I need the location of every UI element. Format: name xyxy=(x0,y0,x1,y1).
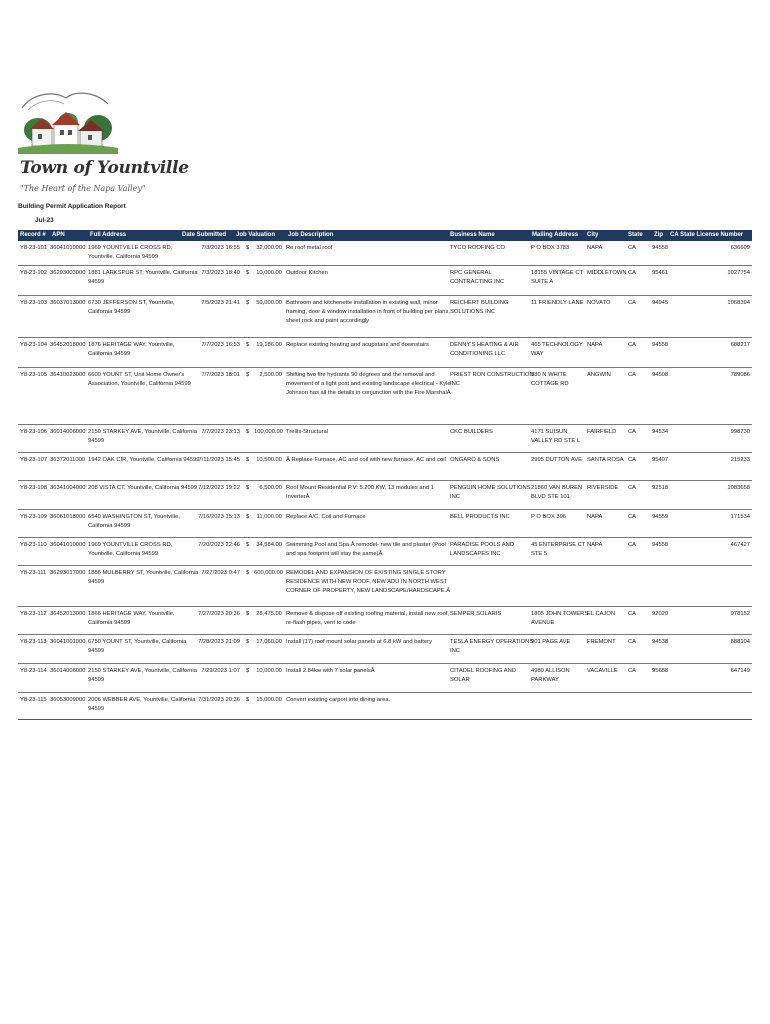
city: EL CAJON xyxy=(587,611,616,617)
permit-table xyxy=(18,241,752,720)
city: NOVATO xyxy=(587,300,611,306)
full-address: 208 VISTA CT, Yountville, California 94599 xyxy=(88,485,198,491)
job-valuation: 6,500.00 xyxy=(259,485,282,491)
full-address: 1942 OAK CIR, Yountville, California 94599 xyxy=(88,457,200,463)
apn: 36014006000 xyxy=(50,429,86,435)
apn: 36041010000 xyxy=(50,245,86,251)
currency-symbol: $ xyxy=(246,697,250,703)
job-valuation: 10,000.00 xyxy=(256,668,282,674)
state: CA xyxy=(628,514,637,520)
job-valuation: 32,000.00 xyxy=(256,245,282,251)
business-name: RPC GENERAL CONTRACTING INC xyxy=(450,270,505,286)
column-header-apn: APN xyxy=(52,231,65,238)
full-address: 2150 STARKEY AVE, Yountville, California 94599 xyxy=(88,668,197,684)
currency-symbol: $ xyxy=(246,457,250,463)
table-row xyxy=(18,607,752,635)
table-row xyxy=(18,693,752,720)
table-row xyxy=(18,664,752,693)
record-number: Y8-23-110 xyxy=(20,542,47,548)
column-header-valuation: Job Valuation xyxy=(236,231,276,238)
date-submitted: 7/27/2023 0:47 xyxy=(201,570,240,576)
table-row xyxy=(18,266,752,296)
apn: 36293017000 xyxy=(50,570,86,576)
full-address: 6750 YOUNT ST, Yountville, California 94599 xyxy=(88,639,187,655)
date-submitted: 7/20/2023 22:46 xyxy=(198,542,240,548)
job-description: Bathroom and kitchenette installation in existing wall, minor framing, door & window installation in front of building per plans, sheet rock and paint accordingly xyxy=(286,300,451,325)
record-number: Y8-23-102 xyxy=(20,270,48,276)
record-number: Y8-23-111 xyxy=(20,570,47,576)
apn: 36061018000 xyxy=(50,514,86,520)
apn: 36041001000 xyxy=(50,639,86,645)
state: CA xyxy=(628,429,637,435)
record-number: Y8-23-114 xyxy=(20,668,47,674)
date-submitted: 7/7/2023 23:13 xyxy=(201,429,240,435)
currency-symbol: $ xyxy=(246,245,250,251)
state: CA xyxy=(628,668,637,674)
job-description: Shifting two fire hydrants 90 degrees and the removal and movement of a light post and existing landscape electrical - Kyle Johnson has all the details in conjunction with the Fire MarshalÂ xyxy=(286,372,451,397)
license-number: 171534 xyxy=(730,514,750,520)
date-submitted: 7/27/2023 20:36 xyxy=(198,611,240,617)
state: CA xyxy=(628,245,637,251)
business-name: SEMPER SOLARIS xyxy=(450,611,502,617)
apn: 36053009000 xyxy=(50,697,86,703)
city: VACAVILLE xyxy=(587,668,618,674)
date-submitted: 7/29/2023 1:07 xyxy=(201,668,240,674)
state: CA xyxy=(628,485,637,491)
job-valuation: 34,584.00 xyxy=(256,542,282,548)
job-valuation: 50,000.00 xyxy=(256,300,282,306)
job-valuation: 100,000.00 xyxy=(254,429,284,435)
mailing-address: 4980 ALLISON PARKWAY xyxy=(531,668,570,684)
job-description: Install (17) roof mount solar panels at 6.8 kW and battery xyxy=(286,639,432,645)
date-submitted: 7/3/2023 18:40 xyxy=(201,270,240,276)
column-header-mailing: Mailing Address xyxy=(532,231,579,238)
apn: 36041010000 xyxy=(50,542,86,548)
job-description: Trellis-Structural xyxy=(286,429,328,435)
column-header-business: Business Name xyxy=(450,231,495,238)
city: SANTA ROSA xyxy=(587,457,624,463)
date-submitted: 7/11/2023 15:45 xyxy=(198,457,240,463)
license-number: 888104 xyxy=(730,639,750,645)
table-row xyxy=(18,338,752,368)
job-valuation: 17,060.00 xyxy=(256,639,282,645)
zip: 95407 xyxy=(652,457,669,463)
city: FAIRFIELD xyxy=(587,429,617,435)
mailing-address: 2995 DUTTON AVE xyxy=(531,457,583,463)
state: CA xyxy=(628,611,637,617)
full-address: 1969 YOUNTVILLE CROSS RD, Yountville, California 94599 xyxy=(88,245,173,261)
apn: 36410023000 xyxy=(50,372,86,378)
license-number: 1027754 xyxy=(727,270,750,276)
full-address: 2006 WEBBER AVE, Yountville, California 94599 xyxy=(88,697,196,713)
currency-symbol: $ xyxy=(246,639,250,645)
business-name: CITADEL ROOFING AND SOLAR xyxy=(450,668,517,684)
date-submitted: 7/5/2023 21:41 xyxy=(201,300,240,306)
city: RIVERSIDE xyxy=(587,485,619,491)
table-row xyxy=(18,453,752,481)
license-number: 1068394 xyxy=(727,300,750,306)
job-valuation: 15,000.00 xyxy=(256,697,282,703)
column-header-state: State xyxy=(628,231,643,238)
job-description: Replace existing heating and acupstairs and downstairs xyxy=(286,342,430,348)
job-description: Replace A/C, Coil and Furnace xyxy=(286,514,366,520)
record-number: Y8-23-107 xyxy=(20,457,48,463)
license-number: 215233 xyxy=(730,457,750,463)
job-description: Remove & dispose off existing roofing material, install new roof, re-flash pipes, vent to code xyxy=(286,611,449,627)
state: CA xyxy=(628,342,637,348)
currency-symbol: $ xyxy=(246,429,250,435)
mailing-address: 11 FRIENDLY LANE xyxy=(531,300,584,306)
license-number: 636609 xyxy=(730,245,750,251)
apn: 36452018000 xyxy=(50,342,86,348)
record-number: Y8-23-108 xyxy=(20,485,48,491)
job-valuation: 11,000.00 xyxy=(256,514,282,520)
currency-symbol: $ xyxy=(246,542,250,548)
license-number: 998730 xyxy=(730,429,750,435)
zip: 94534 xyxy=(652,429,669,435)
city: NAPA xyxy=(587,245,603,251)
record-number: Y8-23-113 xyxy=(20,639,47,645)
column-header-record: Record # xyxy=(20,231,46,238)
business-name: TYCO ROOFING CO xyxy=(450,245,506,251)
town-village-illustration xyxy=(18,88,118,158)
zip: 95688 xyxy=(652,668,669,674)
town-name: Town of Yountville xyxy=(20,158,189,178)
apn: 36037013000 xyxy=(50,300,86,306)
full-address: 6600 YOUNT ST, Unit Home Owner's Association, Yountville, California 94599 xyxy=(88,372,191,388)
date-submitted: 7/7/2023 16:53 xyxy=(201,342,240,348)
state: CA xyxy=(628,639,637,645)
zip: 94559 xyxy=(652,514,669,520)
license-number: 789086 xyxy=(730,372,750,378)
currency-symbol: $ xyxy=(246,611,250,617)
record-number: Y8-23-112 xyxy=(20,611,47,617)
mailing-address: 465 TECHNOLOGY WAY xyxy=(531,342,583,358)
business-name: DENNY'S HEATING & AIR CONDITIONING LLC xyxy=(450,342,519,358)
table-row xyxy=(18,481,752,510)
full-address: 1876 HERITAGE WAY, Yountville, California 94599 xyxy=(88,342,175,358)
mailing-address: 4171 SUISUN VALLEY RD STE L xyxy=(531,429,581,445)
business-name: PRIEST RON CONSTRUCTION INC xyxy=(450,372,534,388)
business-name: REICHERT BUILDING SOLUTIONS INC xyxy=(450,300,509,316)
business-name: ONGARO & SONS xyxy=(450,457,500,463)
table-header xyxy=(18,230,752,241)
job-valuation: 28,475.00 xyxy=(256,611,282,617)
full-address: 6730 JEFFERSON ST, Yountville, California 94599 xyxy=(88,300,175,316)
job-description: Â Replace Furnace, AC and coil with new furnace, AC and coil xyxy=(286,457,446,463)
date-submitted: 7/28/2023 21:09 xyxy=(198,639,240,645)
job-description: Convert existing carport into dining area. xyxy=(286,697,391,703)
business-name: TESLA ENERGY OPERATIONS INC xyxy=(450,639,534,655)
license-number: 978152 xyxy=(730,611,750,617)
mailing-address: P O BOX 396 xyxy=(531,514,567,520)
mailing-address: P O BOX 3783 xyxy=(531,245,570,251)
mailing-address: 901 PAGE AVE xyxy=(531,639,571,645)
apn: 36014006000 xyxy=(50,668,86,674)
state: CA xyxy=(628,372,637,378)
report-month: Jul-23 xyxy=(35,217,54,224)
currency-symbol: $ xyxy=(246,270,250,276)
mailing-address: 1805 JOHN TOWERS AVENUE xyxy=(531,611,589,627)
record-number: Y8-23-105 xyxy=(20,372,48,378)
zip: 94508 xyxy=(652,372,669,378)
report-title: Building Permit Application Report xyxy=(18,203,126,210)
column-header-description: Job Description xyxy=(288,231,334,238)
column-header-zip: Zip xyxy=(654,231,663,238)
city: MIDDLETOWN xyxy=(587,270,627,276)
full-address: 1881 LARKSPUR ST, Yountville, California 94599 xyxy=(88,270,198,286)
apn: 36341004000 xyxy=(50,485,86,491)
apn: 36452013000 xyxy=(50,611,86,617)
job-description: Outdoor Kitchen xyxy=(286,270,328,276)
job-description: Re roof metal roof xyxy=(286,245,333,251)
column-header-date: Date Submitted xyxy=(182,231,227,238)
date-submitted: 7/12/2023 19:22 xyxy=(198,485,240,491)
license-number: 1083658 xyxy=(727,485,750,491)
state: CA xyxy=(628,270,637,276)
currency-symbol: $ xyxy=(246,342,250,348)
currency-symbol: $ xyxy=(246,570,250,576)
full-address: 2150 STARKEY AVE, Yountville, California 94599 xyxy=(88,429,197,445)
job-valuation: 10,500.00 xyxy=(256,457,282,463)
mailing-address: 21860 VAN BUREN BLVD STE 101 xyxy=(531,485,583,501)
record-number: Y8-23-104 xyxy=(20,342,48,348)
job-description: Roof Mount Residential P.V: 5.200 KW, 13 modules and 1 InverterÂ xyxy=(286,485,434,501)
currency-symbol: $ xyxy=(246,300,250,306)
zip: 94558 xyxy=(652,245,669,251)
state: CA xyxy=(628,457,637,463)
job-valuation: 600,000.00 xyxy=(254,570,284,576)
table-row xyxy=(18,296,752,338)
job-valuation: 10,000.00 xyxy=(256,270,282,276)
date-submitted: 7/7/2023 18:01 xyxy=(201,372,240,378)
zip: 92020 xyxy=(652,611,669,617)
zip: 95461 xyxy=(652,270,669,276)
currency-symbol: $ xyxy=(246,668,250,674)
record-number: Y8-23-106 xyxy=(20,429,48,435)
mailing-address: 330 N WHITE COTTAGE RD xyxy=(531,372,569,388)
currency-symbol: $ xyxy=(246,372,250,378)
date-submitted: 7/31/2023 20:36 xyxy=(198,697,240,703)
state: CA xyxy=(628,300,637,306)
job-description: Install 2.84kw with 7 solar panelsÂ xyxy=(286,668,375,674)
city: NAPA xyxy=(587,342,603,348)
town-tagline: "The Heart of the Napa Valley" xyxy=(20,184,146,193)
city: FREMONT xyxy=(587,639,616,645)
column-header-city: City xyxy=(587,231,599,238)
full-address: 6540 WASHINGTON ST, Yountville, California 94599 xyxy=(88,514,180,530)
zip: 94538 xyxy=(652,639,669,645)
business-name: CKC BUILDERS xyxy=(450,429,493,435)
date-submitted: 7/3/2023 16:55 xyxy=(201,245,240,251)
zip: 92518 xyxy=(652,485,669,491)
table-row xyxy=(18,425,752,453)
business-name: PARADISE POOLS AND LANDSCAPES INC xyxy=(450,542,515,558)
table-row xyxy=(18,368,752,425)
record-number: Y8-23-101 xyxy=(20,245,48,251)
state: CA xyxy=(628,542,637,548)
zip: 94558 xyxy=(652,542,669,548)
table-row xyxy=(18,635,752,664)
full-address: 1866 HERITAGE WAY, Yountville, California 94599 xyxy=(88,611,175,627)
zip: 94945 xyxy=(652,300,669,306)
column-header-address: Full Address xyxy=(90,231,127,238)
full-address: 1969 YOUNTVILLE CROSS RD, Yountville, California 94599 xyxy=(88,542,173,558)
currency-symbol: $ xyxy=(246,485,250,491)
zip: 94558 xyxy=(652,342,669,348)
currency-symbol: $ xyxy=(246,514,250,520)
license-number: 688217 xyxy=(730,342,750,348)
business-name: PENGUIN HOME SOLUTIONS INC xyxy=(450,485,531,501)
table-row xyxy=(18,566,752,607)
city: NAPA xyxy=(587,514,603,520)
apn: 36293003000 xyxy=(50,270,86,276)
apn: 36372011000 xyxy=(50,457,86,463)
date-submitted: 7/16/2023 15:13 xyxy=(198,514,240,520)
job-description: REMODEL AND EXPANSION OF EXISTING SINGLE STORY RESIDENCE WITH NEW ROOF, NEW ADU IN NORTH WEST CORNER OF PROPERTY, NEW LANDSCAPE/HARDSCAPE.Â xyxy=(286,570,451,595)
mailing-address: 45 ENTERPRISE CT STE 5 xyxy=(531,542,586,558)
table-row xyxy=(18,510,752,538)
town-logo xyxy=(18,88,189,200)
job-valuation: 19,186.00 xyxy=(256,342,282,348)
license-number: 647149 xyxy=(730,668,750,674)
table-row xyxy=(18,241,752,266)
city: NAPA xyxy=(587,542,603,548)
full-address: 1886 MULBERRY ST, Yountville, California 94599 xyxy=(88,570,199,586)
column-header-license: CA State License Number xyxy=(670,231,744,238)
business-name: BELL PRODUCTS INC xyxy=(450,514,510,520)
license-number: 467427 xyxy=(730,542,750,548)
job-valuation: 2,500.00 xyxy=(259,372,282,378)
record-number: Y8-23-115 xyxy=(20,697,47,703)
record-number: Y8-23-109 xyxy=(20,514,48,520)
table-row xyxy=(18,538,752,566)
record-number: Y8-23-103 xyxy=(20,300,48,306)
job-description: Swimming Pool and Spa Â remodel- new tile and plaster (Pool and spa footprint will stay the same)Â xyxy=(286,542,446,558)
mailing-address: 18155 VINTAGE CT SUITE A xyxy=(531,270,583,286)
city: ANGWIN xyxy=(587,372,611,378)
